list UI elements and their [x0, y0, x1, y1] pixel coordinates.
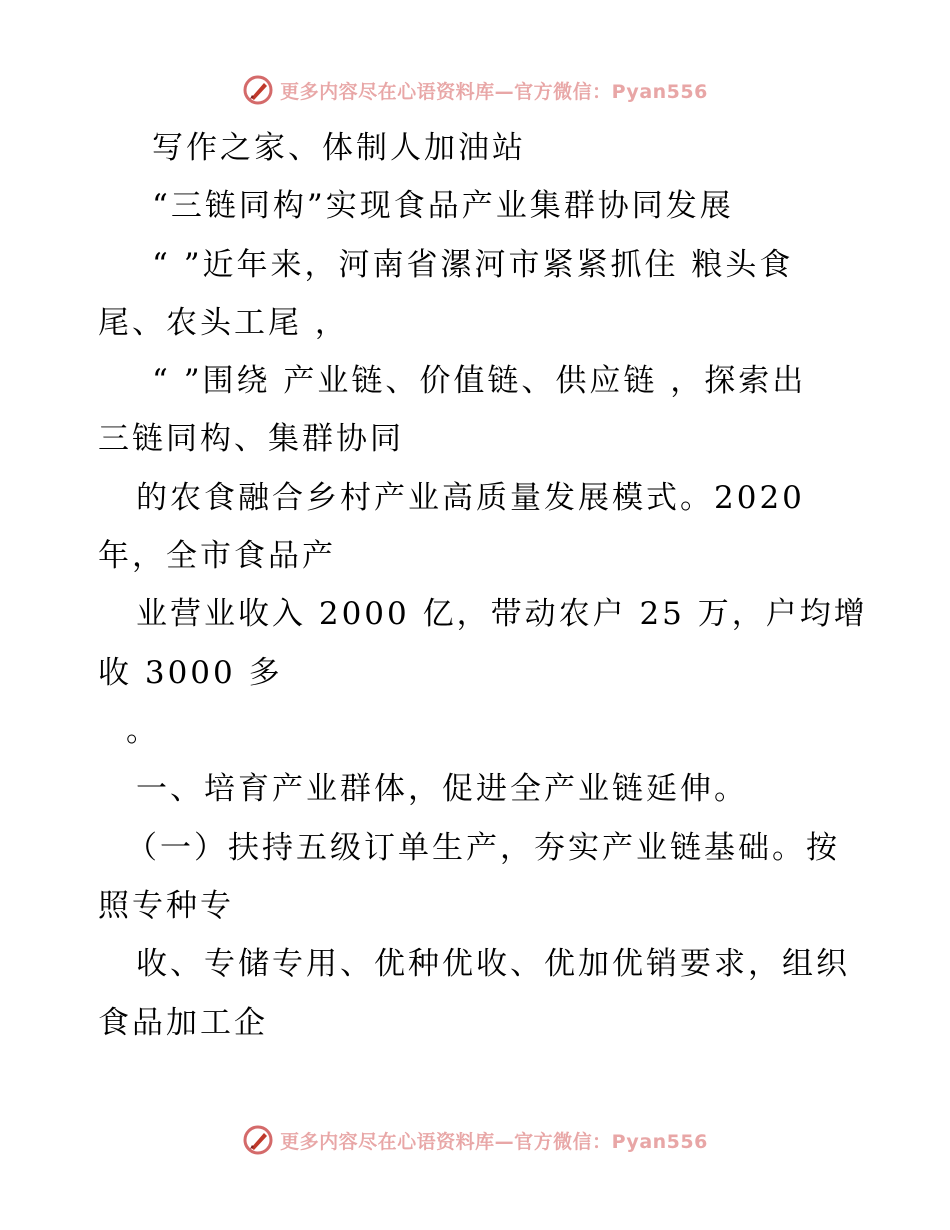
footer-banner-text: 更多内容尽在心语资料库—官方微信：Pyan556 [280, 1130, 708, 1153]
doc-line: 业营业收入 2000 亿，带动农户 25 万，户均增 [136, 596, 868, 632]
doc-subheading: （一）扶持五级订单生产，夯实产业链基础。按 [126, 830, 840, 866]
doc-line: 。 [126, 713, 160, 749]
doc-line: 尾、农头工尾 ， [98, 305, 349, 341]
doc-heading: 一、培育产业群体，促进全产业链延伸。 [136, 771, 748, 807]
doc-line: 写作之家、体制人加油站 [152, 130, 526, 166]
doc-line: 照专种专 [98, 888, 234, 924]
doc-line: 食品加工企 [98, 1005, 268, 1041]
quill-pen-logo-icon [242, 1124, 274, 1156]
doc-line: 收、专储专用、优种优收、优加优销要求，组织 [136, 946, 850, 982]
doc-line: 三链同构、集群协同 [98, 421, 404, 457]
doc-line: “ ”围绕 产业链、价值链、供应链 ，探索出 [152, 363, 807, 399]
footer-banner [0, 1120, 950, 1160]
doc-line: 收 3000 多 [98, 655, 283, 691]
header-banner-text: 更多内容尽在心语资料库—官方微信：Pyan556 [280, 80, 708, 103]
doc-line: “ ”近年来，河南省漯河市紧紧抓住 粮头食 [152, 247, 794, 283]
doc-title: “三链同构”实现食品产业集群协同发展 [152, 188, 734, 224]
doc-line: 年，全市食品产 [98, 538, 336, 574]
doc-line: 的农食融合乡村产业高质量发展模式。2020 [136, 480, 805, 516]
